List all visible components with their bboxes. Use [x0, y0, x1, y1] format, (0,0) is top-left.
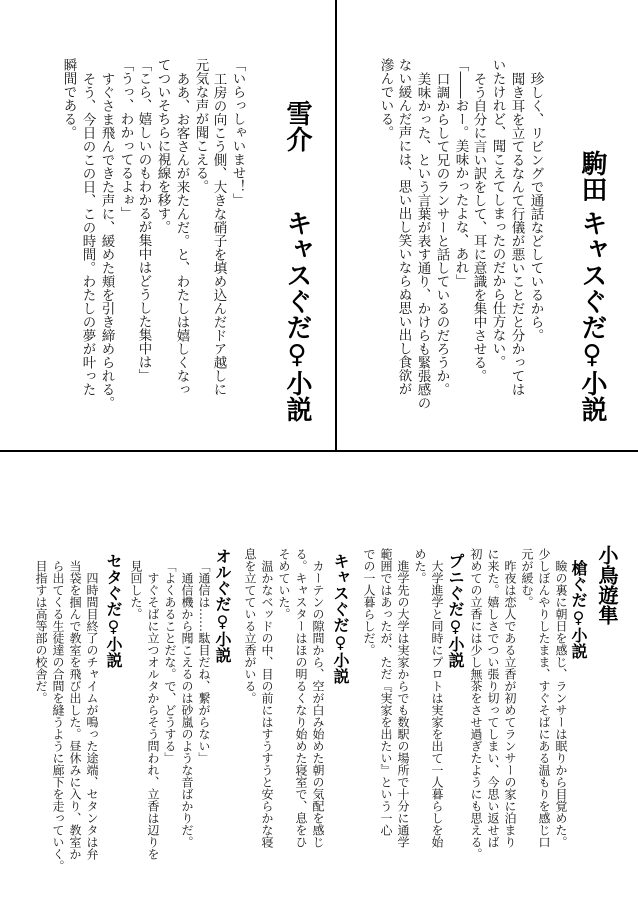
panel-bottom: [0, 452, 638, 900]
story-line: すぐさま飛んできた声に、緩めた頬を引き締められる。: [98, 71, 115, 409]
panel-top-right: [337, 0, 638, 450]
story-line: 元気な声が聞こえる。: [192, 58, 209, 193]
story-line: 通信機から聞こえるのは砂嵐のような音ばかりだ。: [180, 572, 194, 848]
author-name: 雪介: [282, 100, 312, 152]
story-line: 四時間目終了のチャイムが鳴った途端、セタンタは弁: [85, 572, 99, 860]
story-line: 当袋を掴んで教室を飛び出した。昼休みに入り、教室か: [68, 560, 82, 860]
story-genre-title: オルぐだ♀小説: [213, 548, 232, 663]
story-line: 温かなベッドの中、目の前にはすうすうと安らかな寝: [260, 560, 274, 848]
story-line: に来た。嬉しさでつい張り切ってしまい、今思い返せば: [486, 548, 500, 848]
story-genre-title: 槍ぐだ♀小説: [569, 560, 588, 659]
story-line: 範囲ではあったが、ただ『実家を出たい』という一心: [379, 548, 393, 836]
story-line: カーテンの隙間から、空が白み始めた朝の気配を感じ: [311, 560, 325, 848]
story-line: 進学先の大学は実家からでも数駅の場所で十分に通学: [396, 560, 410, 848]
story-line: 「いらっしゃいませ！」: [229, 58, 246, 207]
story-alter: [125, 452, 235, 900]
story-line: 工房の向こう側、大きな硝子を填め込んだドア越しに: [210, 71, 227, 396]
story-line: 「よくあることだな。で、どうする」: [163, 560, 177, 764]
story-line: る。キャスターはほの明るくなり始めた寝室で、息をひ: [294, 548, 308, 848]
story-line: 大学進学と同時にプロトは実家を出て一人暮らしを始: [430, 560, 444, 848]
story-line: 「――おー。美味かったよな、あれ」: [452, 58, 469, 288]
story-genre-title: セタぐだ♀小説: [104, 553, 123, 668]
story-line: そめていた。: [277, 548, 291, 620]
story-line: 聞き耳を立てるなんて行儀が悪いことだと分かっては: [508, 71, 525, 396]
story-line: 瞼の裏に朝日を感じ、ランサーは眠りから目覚めた。: [554, 560, 568, 848]
story-line: 目指すは高等部の校舎だ。: [34, 560, 48, 704]
story-line: 昨夜は恋人である立香が初めてランサーの家に泊まり: [503, 560, 517, 848]
story-caster: [239, 452, 349, 900]
story-line: すぐそばに立つオルタからそう問われ、立香は辺りを: [146, 572, 160, 860]
story-setanta: [30, 452, 125, 900]
story-genre-title: プニぐだ♀小説: [446, 553, 465, 668]
story-line: そう自分に言い訳をして、耳に意識を集中させる。: [470, 71, 487, 382]
panel-top-left: [0, 0, 335, 450]
author-name: 駒田: [577, 150, 607, 202]
story-genre-title: キャスぐだ♀小説: [331, 553, 350, 684]
story-line: 滲んでいる。: [377, 58, 394, 139]
story-line: ない緩んだ声には、思い出し笑いならぬ思い出し食欲が: [395, 58, 412, 396]
story-line: いたけれど、聞こえてしまったのだから仕方ない。: [489, 58, 506, 369]
story-line: ら出てくる生徒達の合間を縫うように廊下を走っていく。: [51, 560, 65, 872]
story-line: 珍しく、リビングで通話などしているから。: [527, 71, 544, 342]
story-line: 「こら、嬉しいのもわかるが集中はどうした集中は」: [135, 58, 152, 382]
story-line: めた。: [413, 548, 427, 584]
story-yari: [465, 452, 590, 900]
story-puni: [358, 452, 464, 900]
story-line: 少しぼんやりしたまま、すぐそばにある温もりを感じ口: [537, 548, 551, 848]
author-name: 小鳥遊隼: [595, 545, 619, 625]
story-genre-title: キャスぐだ♀小説: [577, 210, 607, 422]
story-line: 元が緩む。: [520, 548, 534, 608]
story-line: での一人暮らしだ。: [362, 548, 376, 656]
story-line: 美味かった、という言葉が表す通り、かけらも緊張感の: [414, 71, 431, 409]
story-line: 「うっ、わかってるよぉ」: [117, 58, 134, 220]
story-line: 初めての立香には少し無茶をさせ過ぎたようにも思える。: [469, 548, 483, 860]
story-line: 瞬間である。: [60, 58, 77, 139]
story-line: そう、今日のこの日、この時間。わたしの夢が叶った: [79, 71, 96, 396]
story-line: てついそちらに視線を移す。: [154, 58, 171, 234]
story-line: 息を立てている立香がいる。: [243, 548, 257, 704]
story-line: ああ、お客さんが来たんだ。と、わたしは嬉しくなっ: [173, 71, 190, 396]
story-line: 口調からして兄のランサーと話しているのだろうか。: [433, 71, 450, 396]
story-line: 「通信は……駄目だね、繋がらない」: [197, 560, 211, 764]
story-genre-title: キャスぐだ♀小説: [282, 210, 312, 422]
story-line: 見回した。: [129, 560, 143, 620]
